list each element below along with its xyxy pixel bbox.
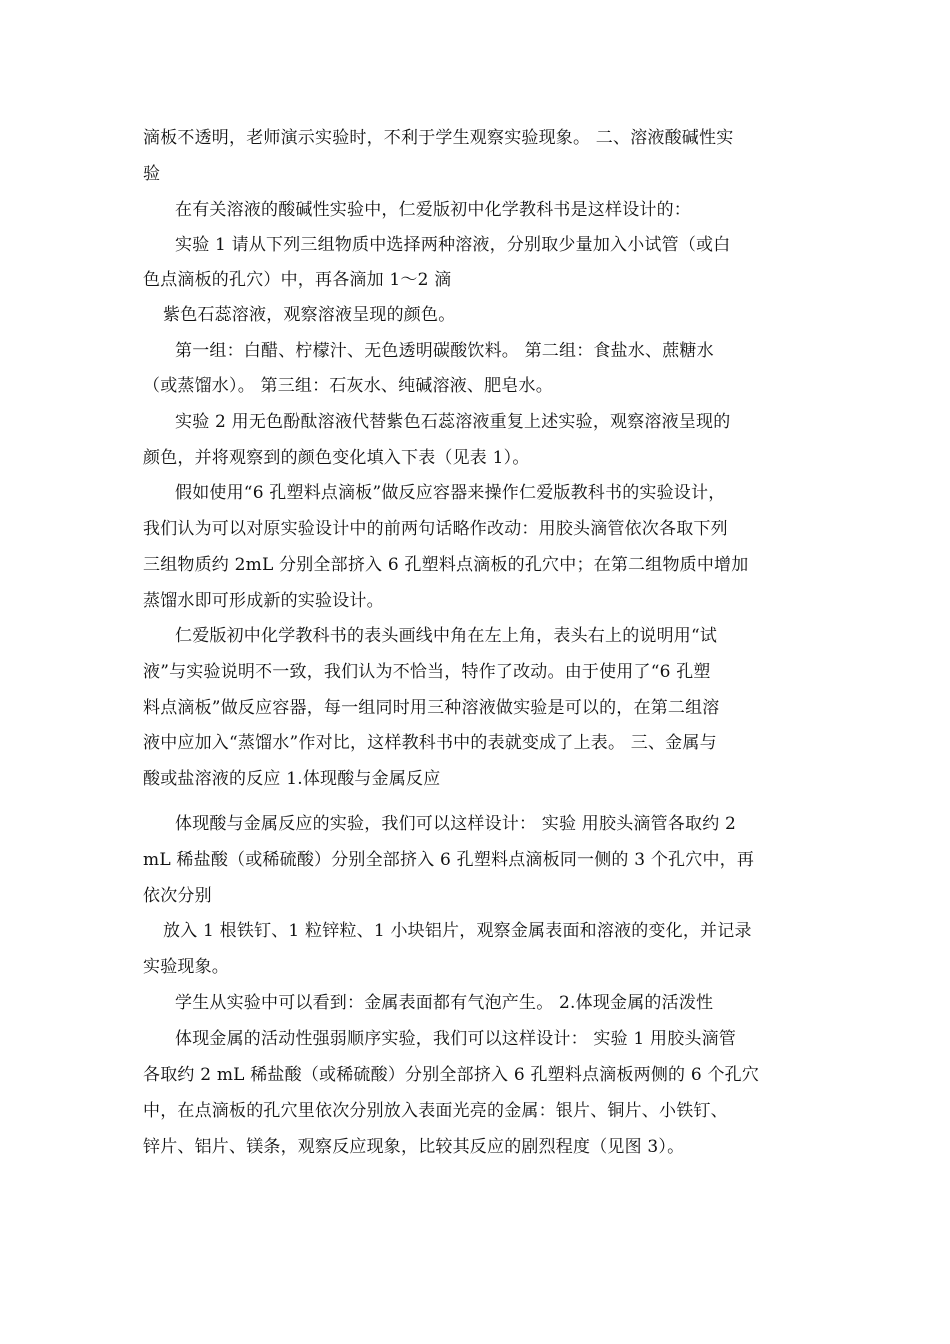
text-line: （或蒸馏水）。 第三组：石灰水、纯碱溶液、肥皂水。 [143, 376, 553, 396]
text-line: 各取约 2 mL 稀盐酸（或稀硫酸）分别全部挤入 6 孔塑料点滴板两侧的 6 个孔穴 [143, 1065, 760, 1085]
text-line: 实验 1 请从下列三组物质中选择两种溶液，分别取少量加入小试管（或白 [175, 235, 731, 255]
text-line: 色点滴板的孔穴）中，再各滴加 1～2 滴 [143, 270, 452, 290]
text-line: 假如使用“6 孔塑料点滴板”做反应容器来操作仁爱版教科书的实验设计， [175, 483, 726, 503]
text-line: 三组物质约 2mL 分别全部挤入 6 孔塑料点滴板的孔穴中；在第二组物质中增加 [143, 555, 749, 575]
text-line: 中，在点滴板的孔穴里依次分别放入表面光亮的金属：银片、铜片、小铁钉、 [143, 1101, 728, 1121]
text-line: 验 [143, 164, 161, 184]
text-line: 锌片、铝片、镁条，观察反应现象，比较其反应的剧烈程度（见图 3）。 [143, 1137, 685, 1157]
text-line: 第一组：白醋、柠檬汁、无色透明碳酸饮料。 第二组：食盐水、蔗糖水 [175, 341, 714, 361]
text-line: 依次分别 [143, 886, 212, 906]
text-line: 紫色石蕊溶液，观察溶液呈现的颜色。 [163, 305, 456, 325]
text-line: 仁爱版初中化学教科书的表头画线中角在左上角，表头右上的说明用“试 [175, 626, 718, 646]
text-line: 颜色，并将观察到的颜色变化填入下表（见表 1）。 [143, 448, 530, 468]
text-line: 滴板不透明，老师演示实验时，不利于学生观察实验现象。 二、溶液酸碱性实 [143, 128, 734, 148]
text-line: 我们认为可以对原实验设计中的前两句话略作改动：用胶头滴管依次各取下列 [143, 519, 728, 539]
text-line: 蒸馏水即可形成新的实验设计。 [143, 591, 384, 611]
text-line: 液”与实验说明不一致，我们认为不恰当，特作了改动。由于使用了“6 孔塑 [143, 662, 711, 682]
text-line: 在有关溶液的酸碱性实验中，仁爱版初中化学教科书是这样设计的： [175, 200, 691, 220]
text-line: 体现金属的活动性强弱顺序实验，我们可以这样设计： 实验 1 用胶头滴管 [175, 1029, 737, 1049]
text-line: mL 稀盐酸（或稀硫酸）分别全部挤入 6 孔塑料点滴板同一侧的 3 个孔穴中，再 [143, 850, 755, 870]
text-line: 实验 2 用无色酚酞溶液代替紫色石蕊溶液重复上述实验，观察溶液呈现的 [175, 412, 731, 432]
text-line: 酸或盐溶液的反应 1.体现酸与金属反应 [143, 769, 441, 789]
text-line: 实验现象。 [143, 957, 229, 977]
text-line: 放入 1 根铁钉、1 粒锌粒、1 小块铝片，观察金属表面和溶液的变化，并记录 [163, 921, 752, 941]
text-line: 学生从实验中可以看到：金属表面都有气泡产生。 2.体现金属的活泼性 [175, 993, 714, 1013]
text-line: 液中应加入“蒸馏水”作对比，这样教科书中的表就变成了上表。 三、金属与 [143, 733, 717, 753]
text-line: 体现酸与金属反应的实验，我们可以这样设计： 实验 用胶头滴管各取约 2 [175, 814, 737, 834]
text-line: 料点滴板”做反应容器，每一组同时用三种溶液做实验是可以的，在第二组溶 [143, 698, 720, 718]
